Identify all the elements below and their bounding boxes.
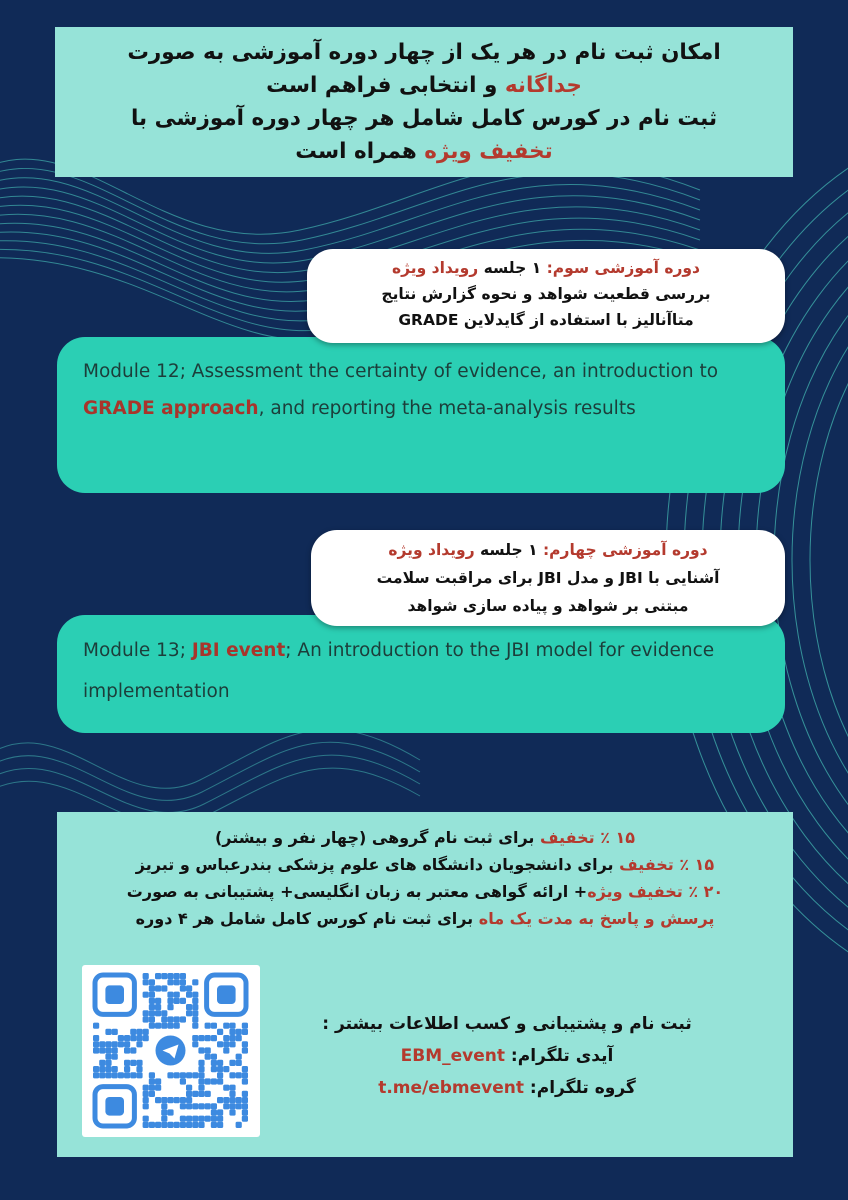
qr-module	[136, 1066, 142, 1072]
qr-module	[149, 1004, 155, 1010]
qr-module	[192, 979, 198, 985]
qr-module	[161, 1116, 167, 1122]
telegram-id-label: آیدی تلگرام:	[505, 1046, 614, 1066]
qr-module	[149, 1122, 155, 1128]
module3-title	[323, 255, 769, 281]
qr-module	[180, 973, 186, 979]
qr-module	[118, 1072, 124, 1078]
qr-module	[167, 1122, 173, 1128]
qr-module	[242, 1103, 248, 1109]
qr-module	[229, 1023, 235, 1029]
qr-module	[93, 1066, 99, 1072]
qr-module	[242, 1066, 248, 1072]
qr-module	[186, 1085, 192, 1091]
qr-module	[93, 1023, 99, 1029]
intro-line-4	[69, 135, 779, 168]
discount-group	[57, 824, 793, 851]
qr-module	[155, 998, 161, 1004]
module3-title-label: دوره آموزشی سوم:	[546, 259, 701, 277]
qr-module	[136, 1041, 142, 1047]
qr-module	[211, 1035, 217, 1041]
qr-module	[180, 1078, 186, 1084]
qr-module	[217, 1122, 223, 1128]
discount-group-amount: ۱۵ ٪ تخفیف	[539, 828, 636, 847]
telegram-group-line	[282, 1072, 732, 1104]
qr-module	[223, 1035, 229, 1041]
qr-module	[155, 1004, 161, 1010]
qr-module	[143, 1103, 149, 1109]
qr-module	[236, 1029, 242, 1035]
discount-full-course-text: + ارائه گواهی معتبر به زبان انگلیسی+ پشتیبانی به صورت	[126, 882, 588, 901]
module3-card-text-end: , and reporting the meta-analysis results	[258, 397, 636, 419]
qr-module	[186, 1091, 192, 1097]
intro-line-2-text: و انتخابی فراهم است	[266, 73, 505, 98]
module4-desc-line-2: مبتنی بر شواهد و پیاده سازی شواهد	[407, 597, 689, 615]
qr-module	[161, 1103, 167, 1109]
qr-module	[93, 1041, 99, 1047]
qr-module	[105, 1072, 111, 1078]
qr-module	[143, 1116, 149, 1122]
qr-module	[192, 1010, 198, 1016]
qr-module	[143, 1029, 149, 1035]
qr-module	[174, 992, 180, 998]
qr-module	[186, 1116, 192, 1122]
qr-module	[211, 1103, 217, 1109]
qr-module	[242, 1047, 248, 1053]
qr-module	[105, 1047, 111, 1053]
module4-card-text: Module 13;	[83, 640, 192, 661]
module4-title	[327, 536, 769, 564]
intro-line-4-text: همراه است	[295, 139, 425, 164]
qr-module	[167, 998, 173, 1004]
module3-event-label: رویداد ویژه	[391, 259, 479, 277]
discount-students-amount: ۱۵ ٪ تخفیف	[619, 855, 715, 874]
qr-module	[186, 1010, 192, 1016]
qr-module	[229, 1085, 235, 1091]
qr-module	[143, 979, 149, 985]
qr-module	[211, 1060, 217, 1066]
qr-module	[155, 1078, 161, 1084]
qr-module	[186, 1097, 192, 1103]
qr-module	[198, 1035, 204, 1041]
qr-module	[174, 979, 180, 985]
qr-module	[217, 1109, 223, 1115]
qr-finder-center	[217, 985, 236, 1004]
module4-card	[57, 615, 785, 733]
qr-module	[149, 1023, 155, 1029]
qr-module	[192, 1016, 198, 1022]
qr-module	[167, 979, 173, 985]
telegram-id-value[interactable]: EBM_event	[400, 1046, 506, 1066]
module3-desc-line-1: بررسی قطعیت شواهد و نحوه گزارش نتایج	[381, 285, 711, 303]
telegram-group-link[interactable]: t.me/ebmevent	[378, 1078, 525, 1098]
qr-module	[205, 1047, 211, 1053]
qr-module	[174, 1072, 180, 1078]
qr-module	[186, 1103, 192, 1109]
qr-module	[180, 979, 186, 985]
qr-module	[143, 1035, 149, 1041]
qr-module	[186, 992, 192, 998]
qr-module	[167, 1072, 173, 1078]
contact-heading: ثبت نام و پشتیبانی و کسب اطلاعات بیشتر :	[322, 1014, 692, 1034]
qr-module	[242, 1091, 248, 1097]
qr-module	[161, 1010, 167, 1016]
special-discount-highlight: تخفیف ویژه	[424, 139, 553, 164]
qr-module	[149, 1010, 155, 1016]
qr-module	[236, 1103, 242, 1109]
qr-module	[105, 1054, 111, 1060]
qr-module	[180, 1116, 186, 1122]
qr-module	[161, 1122, 167, 1128]
qr-module	[198, 1122, 204, 1128]
qr-finder-center	[105, 1097, 124, 1116]
qr-module	[223, 1085, 229, 1091]
qr-module	[167, 973, 173, 979]
qr-module	[149, 992, 155, 998]
qr-module	[124, 1060, 130, 1066]
qr-module	[155, 985, 161, 991]
qr-module	[236, 1097, 242, 1103]
qr-module	[180, 985, 186, 991]
qr-module	[192, 1035, 198, 1041]
qr-module	[161, 985, 167, 991]
qr-module	[99, 1066, 105, 1072]
qr-module	[124, 1035, 130, 1041]
module4-desc-line-1: آشنایی با JBI و مدل JBI برای مراقبت سلامت	[376, 569, 720, 587]
qr-module	[130, 1072, 136, 1078]
module3-card-highlight: GRADE approach	[83, 397, 259, 419]
qr-module	[198, 1091, 204, 1097]
qr-module	[211, 1023, 217, 1029]
module3-card	[57, 337, 785, 493]
qr-module	[211, 1122, 217, 1128]
qr-module	[217, 1097, 223, 1103]
qr-module	[174, 1097, 180, 1103]
qr-module	[198, 1060, 204, 1066]
qr-module	[192, 1004, 198, 1010]
qr-module	[192, 1072, 198, 1078]
qr-module	[242, 1116, 248, 1122]
qr-module	[105, 1060, 111, 1066]
qr-module	[223, 1103, 229, 1109]
qr-module	[229, 1103, 235, 1109]
module4-session-count: ۱ جلسه	[474, 541, 543, 559]
qr-module	[198, 1085, 204, 1091]
qr-module	[155, 1085, 161, 1091]
qr-module	[192, 1023, 198, 1029]
qr-module	[149, 979, 155, 985]
qr-module	[205, 1078, 211, 1084]
qr-module	[180, 1097, 186, 1103]
separate-highlight: جداگانه	[504, 73, 582, 98]
qr-module	[167, 1004, 173, 1010]
qr-module	[198, 1047, 204, 1053]
module4-event-label: رویداد ویژه	[388, 541, 475, 559]
qr-module	[161, 1016, 167, 1022]
qr-module	[143, 1097, 149, 1103]
discount-contact-panel	[57, 812, 793, 1157]
qr-module	[223, 1041, 229, 1047]
qr-module	[112, 1066, 118, 1072]
qr-module	[136, 1035, 142, 1041]
discount-support	[57, 905, 793, 932]
qr-module	[143, 1091, 149, 1097]
qr-module	[143, 1122, 149, 1128]
discount-students-text: برای دانشجویان دانشگاه های علوم پزشکی بندرعباس و تبریز	[135, 855, 620, 874]
qr-module	[217, 1078, 223, 1084]
qr-module	[99, 1060, 105, 1066]
qr-module	[211, 1109, 217, 1115]
qr-module	[161, 1023, 167, 1029]
qr-module	[192, 1103, 198, 1109]
qr-module	[149, 985, 155, 991]
qr-module	[236, 1054, 242, 1060]
qr-module	[130, 1060, 136, 1066]
qr-module	[105, 1066, 111, 1072]
qr-module	[136, 1029, 142, 1035]
qr-module	[217, 1072, 223, 1078]
qr-module	[180, 1122, 186, 1128]
qr-module	[229, 1035, 235, 1041]
qr-module	[130, 1035, 136, 1041]
qr-module	[180, 1103, 186, 1109]
qr-module	[124, 1041, 130, 1047]
qr-module	[217, 1066, 223, 1072]
qr-module	[93, 1047, 99, 1053]
qr-module	[161, 973, 167, 979]
qr-module	[242, 1029, 248, 1035]
qr-module	[223, 1097, 229, 1103]
qr-module	[180, 1016, 186, 1022]
qr-module	[229, 1109, 235, 1115]
qr-module	[205, 1035, 211, 1041]
qr-module	[149, 1072, 155, 1078]
qr-module	[242, 1078, 248, 1084]
qr-finder-center	[105, 985, 124, 1004]
qr-module	[229, 1091, 235, 1097]
qr-module	[167, 1097, 173, 1103]
qr-module	[229, 1029, 235, 1035]
qr-module	[155, 1097, 161, 1103]
qr-module	[112, 1029, 118, 1035]
qr-module	[186, 1122, 192, 1128]
qr-module	[143, 1010, 149, 1016]
qr-module	[198, 1078, 204, 1084]
telegram-qr-code[interactable]	[82, 965, 260, 1137]
qr-module	[192, 1041, 198, 1047]
qr-module	[180, 1072, 186, 1078]
qr-module	[155, 1023, 161, 1029]
qr-module	[211, 1054, 217, 1060]
qr-module	[205, 1103, 211, 1109]
qr-module	[211, 1078, 217, 1084]
telegram-id-line	[282, 1040, 732, 1072]
discount-support-text: برای ثبت نام کورس کامل شامل هر ۴ دوره	[135, 909, 479, 928]
qr-module	[236, 1035, 242, 1041]
telegram-group-label: گروه تلگرام:	[524, 1078, 636, 1098]
qr-module	[205, 1116, 211, 1122]
qr-module	[211, 1066, 217, 1072]
qr-module	[161, 1109, 167, 1115]
discount-group-text: برای ثبت نام گروهی (چهار نفر و بیشتر)	[214, 828, 540, 847]
discount-list	[57, 824, 793, 932]
module3-persian-pill	[307, 249, 785, 343]
qr-module	[99, 1041, 105, 1047]
qr-module	[229, 1072, 235, 1078]
qr-module	[130, 1047, 136, 1053]
qr-module	[186, 985, 192, 991]
qr-module	[192, 992, 198, 998]
qr-module	[229, 1097, 235, 1103]
qr-module	[236, 1072, 242, 1078]
qr-module	[217, 1060, 223, 1066]
module4-card-highlight: JBI event	[191, 640, 286, 661]
qr-module	[192, 1116, 198, 1122]
qr-module	[236, 1122, 242, 1128]
qr-module	[174, 998, 180, 1004]
qr-code-graphic	[90, 971, 252, 1131]
module4-persian-pill	[311, 530, 785, 626]
qr-module	[217, 1041, 223, 1047]
qr-module	[223, 1023, 229, 1029]
qr-module	[155, 973, 161, 979]
qr-module	[198, 1072, 204, 1078]
module3-card-text: Module 12; Assessment the certainty of evidence, an introduction to	[83, 361, 719, 382]
qr-module	[112, 1041, 118, 1047]
qr-module	[167, 1016, 173, 1022]
qr-module	[149, 1078, 155, 1084]
intro-panel	[55, 27, 793, 177]
qr-module	[242, 1097, 248, 1103]
qr-module	[143, 992, 149, 998]
qr-module	[93, 1035, 99, 1041]
qr-module	[124, 1066, 130, 1072]
qr-module	[211, 1116, 217, 1122]
qr-module	[155, 1010, 161, 1016]
qr-module	[174, 1016, 180, 1022]
qr-module	[112, 1054, 118, 1060]
qr-module	[167, 1023, 173, 1029]
qr-module	[105, 1041, 111, 1047]
qr-module	[105, 1029, 111, 1035]
qr-module	[186, 1004, 192, 1010]
qr-module	[174, 973, 180, 979]
qr-module	[143, 1016, 149, 1022]
qr-module	[223, 1047, 229, 1053]
qr-module	[136, 1072, 142, 1078]
qr-module	[149, 998, 155, 1004]
qr-module	[118, 1035, 124, 1041]
module4-title-label: دوره آموزشی چهارم:	[542, 541, 708, 559]
qr-module	[167, 1109, 173, 1115]
qr-module	[124, 1072, 130, 1078]
qr-module	[93, 1072, 99, 1078]
qr-module	[174, 1023, 180, 1029]
module3-desc-line-2: متاآنالیز با استفاده از گایدلاین GRADE	[398, 311, 694, 329]
qr-module	[192, 998, 198, 1004]
intro-line-3: ثبت نام در کورس کامل شامل هر چهار دوره آموزشی با	[130, 106, 718, 131]
qr-module	[99, 1047, 105, 1053]
module4-card-text-end: ; An introduction to the JBI model for evidence implementation	[83, 640, 715, 702]
qr-module	[112, 1072, 118, 1078]
qr-module	[136, 1060, 142, 1066]
qr-module	[223, 1066, 229, 1072]
discount-support-duration: پرسش و پاسخ به مدت یک ماه	[478, 909, 715, 928]
qr-module	[205, 1023, 211, 1029]
qr-module	[192, 1122, 198, 1128]
discount-full-course-amount: ۲۰ ٪ تخفیف ویژه	[587, 882, 724, 901]
intro-line-2	[69, 69, 779, 102]
qr-module	[217, 1116, 223, 1122]
intro-line-1: امکان ثبت نام در هر یک از چهار دوره آموزشی به صورت	[127, 40, 721, 65]
qr-module	[186, 1072, 192, 1078]
qr-module	[198, 1066, 204, 1072]
qr-module	[180, 998, 186, 1004]
qr-module	[198, 1103, 204, 1109]
qr-module	[242, 1109, 248, 1115]
qr-module	[124, 1047, 130, 1053]
qr-module	[155, 1122, 161, 1128]
qr-module	[242, 1072, 248, 1078]
qr-module	[149, 1091, 155, 1097]
qr-module	[149, 1085, 155, 1091]
qr-module	[192, 1091, 198, 1097]
qr-module	[112, 1047, 118, 1053]
qr-module	[149, 1016, 155, 1022]
qr-module	[143, 1085, 149, 1091]
discount-full-course	[57, 878, 793, 905]
qr-module	[99, 1072, 105, 1078]
qr-module	[167, 992, 173, 998]
qr-module	[198, 1116, 204, 1122]
qr-module	[174, 1122, 180, 1128]
qr-module	[161, 1097, 167, 1103]
module3-session-count: ۱ جلسه	[478, 259, 547, 277]
qr-module	[118, 1041, 124, 1047]
qr-module	[143, 973, 149, 979]
qr-module	[217, 1029, 223, 1035]
qr-module	[229, 1060, 235, 1066]
qr-module	[229, 1041, 235, 1047]
qr-module	[205, 1091, 211, 1097]
contact-info	[282, 1008, 732, 1104]
qr-module	[205, 1054, 211, 1060]
qr-module	[236, 1060, 242, 1066]
discount-students	[57, 851, 793, 878]
qr-module	[130, 1029, 136, 1035]
qr-module	[242, 1041, 248, 1047]
qr-module	[242, 1023, 248, 1029]
